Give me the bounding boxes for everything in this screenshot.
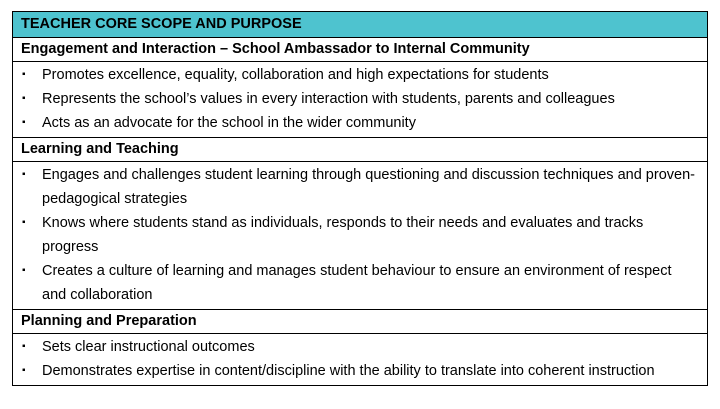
table-title: TEACHER CORE SCOPE AND PURPOSE xyxy=(13,12,707,38)
section-planning xyxy=(13,309,707,385)
section-learning xyxy=(13,137,707,309)
list-item-text: Acts as an advocate for the school in the wider community xyxy=(42,115,416,131)
section-engagement xyxy=(13,38,707,137)
list-item-text: Creates a culture of learning and manages student behaviour to ensure an environment of respect and collaboration xyxy=(42,263,672,303)
list-item xyxy=(13,111,707,135)
section-heading: Engagement and Interaction – School Ambassador to Internal Community xyxy=(13,38,707,62)
list-item xyxy=(13,87,707,111)
bullet-list xyxy=(13,162,707,309)
list-item xyxy=(13,259,707,307)
list-item xyxy=(13,63,707,87)
square-bullet-icon: ▪ xyxy=(22,117,26,128)
list-item-text: Knows where students stand as individuals, responds to their needs and evaluates and tracks progress xyxy=(42,215,644,255)
section-heading: Planning and Preparation xyxy=(13,310,707,334)
list-item xyxy=(13,359,707,383)
square-bullet-icon: ▪ xyxy=(22,265,26,276)
square-bullet-icon: ▪ xyxy=(22,169,26,180)
bullet-list xyxy=(13,334,707,385)
square-bullet-icon: ▪ xyxy=(22,217,26,228)
list-item xyxy=(13,163,707,211)
scope-table xyxy=(12,11,708,386)
section-heading: Learning and Teaching xyxy=(13,138,707,162)
list-item xyxy=(13,335,707,359)
list-item-text: Promotes excellence, equality, collaboration and high expectations for students xyxy=(42,67,549,83)
list-item-text: Demonstrates expertise in content/discipline with the ability to translate into coherent instruction xyxy=(42,363,655,379)
list-item-text: Engages and challenges student learning through questioning and discussion techniques and proven-pedagogical strategies xyxy=(42,167,695,207)
list-item xyxy=(13,211,707,259)
list-item-text: Represents the school’s values in every interaction with students, parents and colleagues xyxy=(42,91,615,107)
square-bullet-icon: ▪ xyxy=(22,341,26,352)
square-bullet-icon: ▪ xyxy=(22,93,26,104)
bullet-list xyxy=(13,62,707,137)
square-bullet-icon: ▪ xyxy=(22,365,26,376)
list-item-text: Sets clear instructional outcomes xyxy=(42,339,255,355)
square-bullet-icon: ▪ xyxy=(22,69,26,80)
